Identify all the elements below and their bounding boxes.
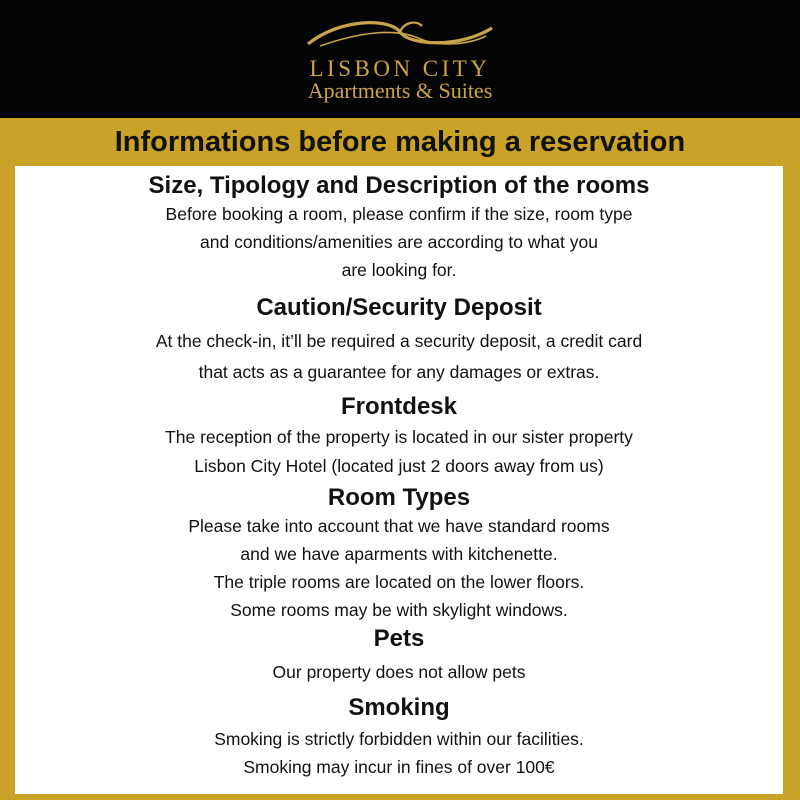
section-line: and conditions/amenities are according to what you — [200, 232, 598, 252]
section-line: Some rooms may be with skylight windows. — [230, 600, 568, 620]
section-line: Before booking a room, please confirm if the size, room type — [165, 204, 633, 224]
section-line: and we have aparments with kitchenette. — [240, 544, 558, 564]
section-line: Smoking is strictly forbidden within our facilities. — [214, 729, 584, 749]
section-line: Lisbon City Hotel (located just 2 doors away from us) — [194, 456, 604, 476]
swirl-ornament-icon — [300, 14, 500, 58]
section-heading-smoking: Smoking — [348, 694, 450, 721]
section-heading-pets: Pets — [373, 625, 425, 652]
section-line: At the check-in, it’ll be required a security deposit, a credit card — [155, 331, 643, 351]
brand-name: LISBON CITY — [309, 56, 491, 81]
section-line: The triple rooms are located on the lower floors. — [213, 572, 585, 592]
banner-title: Informations before making a reservation — [114, 125, 686, 158]
header — [0, 0, 800, 118]
brand-tagline: Apartments & Suites — [307, 78, 493, 103]
section-heading-deposit: Caution/Security Deposit — [256, 294, 542, 321]
section-line: Please take into account that we have standard rooms — [188, 516, 610, 536]
section-line: that acts as a guarantee for any damages or extras. — [198, 362, 600, 382]
section-heading-frontdesk: Frontdesk — [340, 393, 457, 420]
section-line: Smoking may incur in fines of over 100€ — [243, 757, 555, 777]
section-line: The reception of the property is located in our sister property — [165, 427, 633, 447]
section-heading-room-types: Room Types — [327, 484, 471, 511]
info-panel — [15, 166, 783, 794]
section-heading-size-typology: Size, Tipology and Description of the rooms — [148, 172, 650, 199]
section-line: Our property does not allow pets — [272, 662, 526, 682]
section-line: are looking for. — [341, 260, 457, 280]
